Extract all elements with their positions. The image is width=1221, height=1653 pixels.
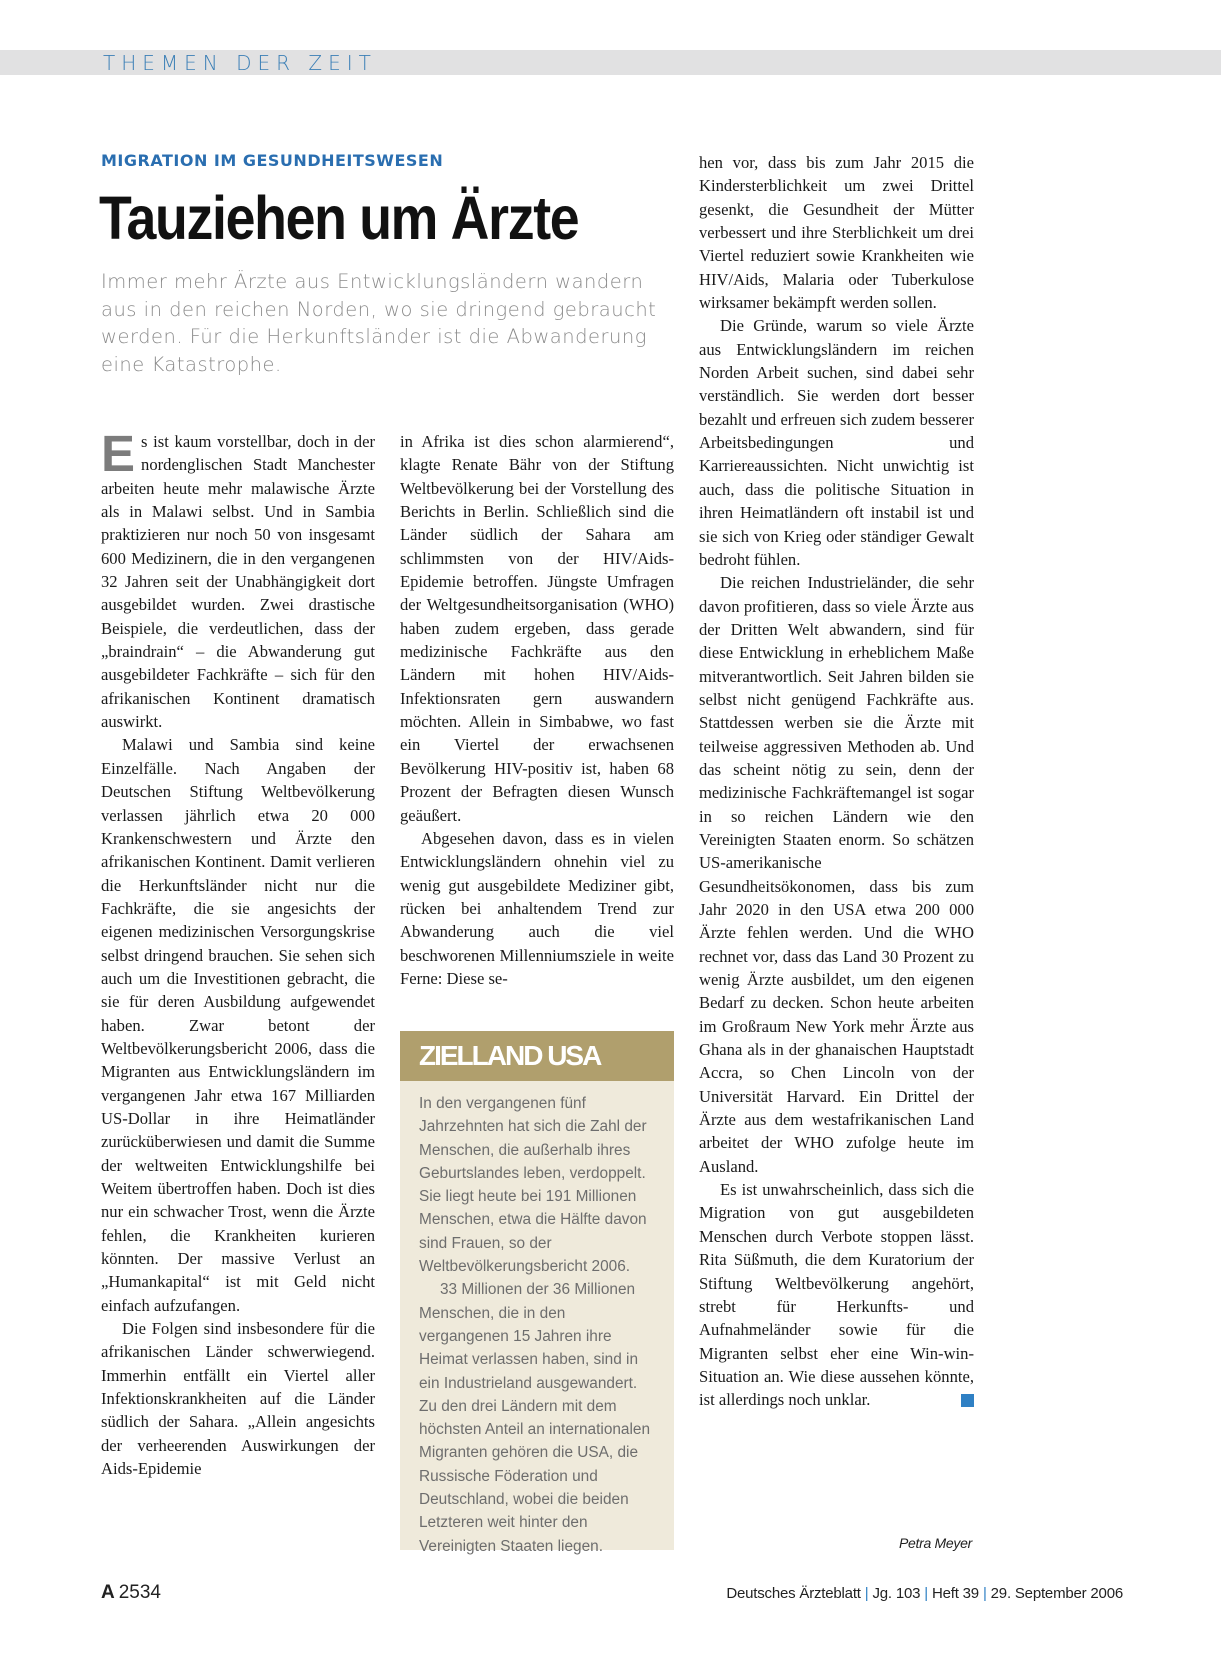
- page-prefix: A: [101, 1582, 115, 1603]
- column-3: [699, 151, 974, 1412]
- separator: |: [982, 1585, 987, 1602]
- sidebar-paragraph: In den vergangenen fünf Jahrzehnten hat sich die Zahl der Menschen, die außerhalb ihres Geburtslandes leben, verdoppelt. Sie liegt heute bei 191 Millionen Menschen, etwa die Hälfte davon sind Frauen, so der Weltbevölkerungsbericht 2006.: [419, 1095, 647, 1276]
- author-byline: Petra Meyer: [899, 1535, 972, 1551]
- paragraph: Die Gründe, warum so viele Ärzte aus Entwicklungsländern im reichen Norden Arbeit suchen, sind dabei sehr verständlich. Sie werden dort besser bezahlt und erfreuen sich zudem besserer Arbeitsbedingungen und Karriereaussichten. Nicht unwichtig ist auch, dass die politische Situation in ihren Heimatländern oft instabil ist und sie sich von Krieg oder ständiger Gewalt bedroht fühlen.: [699, 316, 974, 569]
- end-mark-icon: [961, 1394, 974, 1407]
- separator: |: [864, 1585, 869, 1602]
- journal-footer: [726, 1585, 1123, 1602]
- journal-volume: Jg. 103: [872, 1585, 921, 1602]
- paragraph-text: s ist kaum vorstellbar, doch in der nordenglischen Stadt Manchester arbeiten heute mehr malawische Ärzte als in Malawi selbst. Und in Sambia praktizieren nur noch 50 von insgesamt 600 Medizinern, die in den vergangenen 32 Jahren seit der Unabhängigkeit dort ausgebildet wurden. Zwei drastische Beispiele, die verdeutlichen, dass der „braindrain“ – die Abwanderung gut ausgebildeter Fachkräfte – sich für den afrikanischen Kontinent dramatisch auswirkt.: [101, 432, 375, 732]
- section-label: THEMEN DER ZEIT: [103, 51, 377, 75]
- sidebar-box: [400, 1031, 674, 1555]
- paragraph: Die Folgen sind insbesondere für die afrikanischen Länder schwerwiegend. Immerhin entfällt ein Viertel aller Infektionskrankheiten auf die Länder südlich der Sahara. „Allein angesichts der verheerenden Auswirkungen der Aids-Epidemie: [101, 1319, 375, 1479]
- sidebar-body: [400, 1081, 674, 1558]
- paragraph: Abgesehen davon, dass es in vielen Entwicklungsländern ohnehin viel zu wenig gut ausgebildete Mediziner gibt, rücken bei anhaltendem Trend zur Abwanderung auch die viel beschworenen Millenniumsziele in weite Ferne: Diese se-: [400, 828, 674, 988]
- page-number: [101, 1582, 161, 1604]
- column-1: [101, 425, 375, 1480]
- paragraph: [101, 425, 375, 733]
- paragraph: Malawi und Sambia sind keine Einzelfälle. Nach Angaben der Deutschen Stiftung Weltbevölkerung verlassen jährlich etwa 20 000 Krankenschwestern und Ärzte den afrikanischen Kontinent. Damit verlieren die Herkunftsländer nicht nur die Fachkräfte, die sie angesichts der eigenen medizinischen Versorgungskrise selbst dringend brauchen. Sie sehen sich auch um die Investitionen gebracht, die sie für deren Ausbildung aufgewendet haben. Zwar betont der Weltbevölkerungsbericht 2006, dass die Migranten aus Entwicklungsländern im vergangenen Jahr etwa 167 Milliarden US-Dollar in ihre Heimatländer zurücküberwiesen und damit die Summe der weltweiten Entwicklungshilfe bei Weitem übertroffen haben. Doch ist dies nur ein schwacher Trost, wenn die Ärzte fehlen, die Krankheiten kurieren könnten. Der massive Verlust an „Humankapital“ ist mit Geld nicht einfach aufzufangen.: [101, 735, 375, 1315]
- paragraph-text: Es ist unwahrscheinlich, dass sich die Migration von gut ausgebildeten Menschen durch Verbote stoppen lässt. Rita Süßmuth, die dem Kuratorium der Stiftung Weltbevölkerung angehört, strebt für Herkunfts- und Aufnahmeländer sowie für die Migranten selbst eher eine Win-win-Situation an. Wie diese aussehen könnte, ist allerdings noch unklar.: [699, 1180, 974, 1410]
- article-kicker: MIGRATION IM GESUNDHEITSWESEN: [101, 151, 444, 170]
- paragraph: Die reichen Industrieländer, die sehr davon profitieren, dass so viele Ärzte aus der Dritten Welt abwandern, sind für diese Entwicklung in erheblichem Maße mitverantwortlich. Seit Jahren bilden sie selbst nicht genügend Fachkräfte aus. Stattdessen werben sie die Ärzte mit teilweise aggressiven Methoden ab. Und das scheint nötig zu sein, denn der medizinische Fachkräftemangel ist sogar in so reichen Ländern wie den Vereinigten Staaten enorm. So schätzen US-amerikanische Gesundheitsökonomen, dass bis zum Jahr 2020 in den USA etwa 200 000 Ärzte fehlen werden. Und die WHO rechnet vor, dass das Land 30 Prozent zu wenig Ärzte ausbildet, um den eigenen Bedarf zu decken. Schon heute arbeiten im Großraum New York mehr Ärzte aus Ghana als in der ghanaischen Hauptstadt Accra, so Chen Lincoln von der Universität Harvard. Ein Drittel der Ärzte aus dem westafrikanischen Land arbeitet der WHO zufolge heute im Ausland.: [699, 573, 974, 1176]
- article-lead: Immer mehr Ärzte aus Entwicklungsländern wandern aus in den reichen Norden, wo sie dringend gebraucht werden. Für die Herkunftsländer ist die Abwanderung eine Katastrophe.: [101, 270, 657, 376]
- journal-date: 29. September 2006: [990, 1585, 1123, 1602]
- column-2: [400, 430, 674, 990]
- separator: |: [924, 1585, 928, 1602]
- drop-cap: E: [101, 425, 136, 482]
- paragraph: in Afrika ist dies schon alarmierend“, klagte Renate Bähr von der Stiftung Weltbevölkerung bei der Vorstellung des Berichts in Berlin. Schließlich sind die Länder südlich der Sahara am schlimmsten von der HIV/Aids-Epidemie betroffen. Jüngste Umfragen der Weltgesundheitsorganisation (WHO) haben zudem ergeben, dass gerade medizinische Fachkräfte aus den Ländern mit hohen HIV/Aids-Infektionsraten gern auswandern möchten. Allein in Simbabwe, wo fast ein Viertel der erwachsenen Bevölkerung HIV-positiv ist, haben 68 Prozent der Befragten diesen Wunsch geäußert.: [400, 432, 674, 825]
- sidebar-paragraph: 33 Millionen der 36 Millionen Menschen, die in den vergangenen 15 Jahren ihre Heimat verlassen haben, sind in ein Industrieland ausgewandert. Zu den drei Ländern mit dem höchsten Anteil an internationalen Migranten gehören die USA, die Russische Föderation und Deutschland, wobei die beiden Letzteren weit hinter den Vereinigten Staaten liegen.: [419, 1281, 651, 1555]
- paragraph: [699, 1178, 974, 1411]
- page-number-value: 2534: [118, 1582, 162, 1603]
- article-title: Tauziehen um Ärzte: [99, 184, 579, 252]
- journal-name: Deutsches Ärzteblatt: [726, 1585, 861, 1602]
- journal-issue: Heft 39: [931, 1585, 979, 1602]
- sidebar-title: ZIELLAND USA: [419, 1040, 601, 1071]
- sidebar-header: [400, 1031, 674, 1081]
- paragraph: hen vor, dass bis zum Jahr 2015 die Kindersterblichkeit um zwei Drittel gesenkt, die Gesundheit der Mütter verbessert und ihre Sterblichkeit um drei Viertel reduziert sowie Krankheiten wie HIV/Aids, Malaria oder Tuberkulose wirksamer bekämpft werden sollen.: [699, 153, 974, 313]
